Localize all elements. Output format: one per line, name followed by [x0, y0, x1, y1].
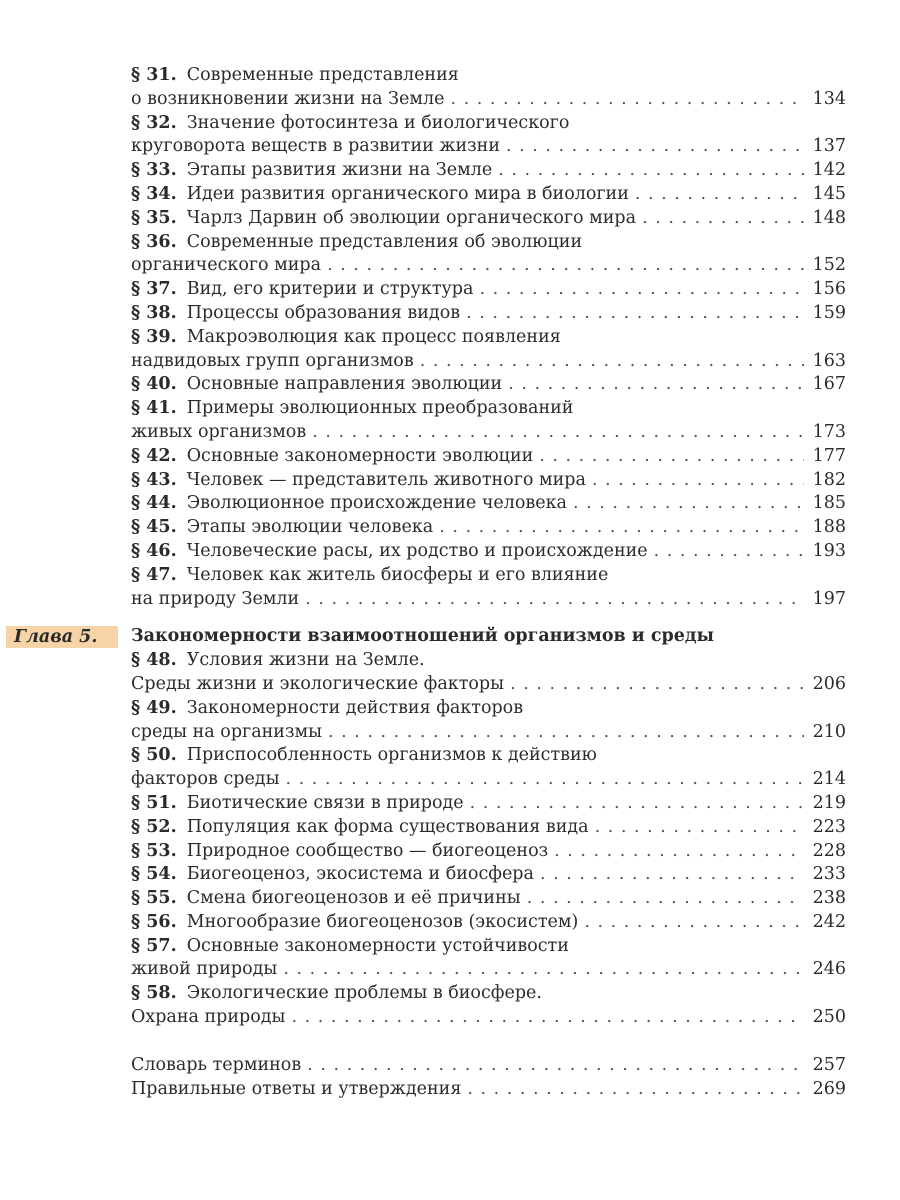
toc-line — [131, 721, 846, 745]
appendix-line — [131, 1054, 846, 1078]
section-number: § 52. — [131, 816, 177, 837]
page-number: 242 — [812, 911, 846, 932]
toc-line — [131, 958, 846, 982]
dot-leader — [466, 302, 804, 326]
section-title: на природу Земли — [131, 588, 300, 609]
page-number: 257 — [812, 1054, 846, 1075]
toc-line — [131, 135, 846, 159]
section-title: Условия жизни на Земле. — [186, 650, 425, 671]
toc-line — [131, 982, 846, 1006]
dot-leader — [508, 373, 804, 397]
page-number: 185 — [812, 493, 846, 514]
page-number: 159 — [812, 302, 846, 323]
dot-leader — [312, 421, 804, 445]
section-number: § 40. — [131, 374, 177, 395]
page-number: 173 — [812, 421, 846, 442]
section-title: Природное сообщество — биогеоценоз — [186, 840, 549, 861]
section-number: § 34. — [131, 183, 177, 204]
appendix-title: Словарь терминов — [131, 1054, 302, 1075]
toc-line — [131, 673, 846, 697]
toc-line — [131, 863, 846, 887]
dot-leader — [439, 516, 804, 540]
dot-leader — [584, 911, 804, 935]
page-number: 228 — [812, 840, 846, 861]
section-number: § 45. — [131, 517, 177, 538]
section-title: Современные представления — [186, 65, 459, 85]
section-title: живых организмов — [131, 421, 307, 442]
section-title: Многообразие биогеоценозов (экосистем) — [186, 911, 579, 932]
section-number: § 39. — [131, 326, 177, 347]
section-title: Этапы эволюции человека — [186, 517, 434, 538]
dot-leader — [510, 673, 804, 697]
toc-line — [131, 64, 846, 88]
dot-leader — [420, 350, 804, 374]
toc-line — [131, 697, 846, 721]
dot-leader — [283, 958, 804, 982]
page-number: 246 — [812, 959, 846, 980]
toc-line — [131, 840, 846, 864]
section-number: § 44. — [131, 493, 177, 514]
toc-line — [131, 588, 846, 612]
section-title: факторов среды — [131, 769, 280, 790]
toc-line — [131, 492, 846, 516]
toc-line — [131, 112, 846, 136]
section-number: § 54. — [131, 864, 177, 885]
table-of-contents — [14, 64, 846, 1101]
toc-line — [131, 816, 846, 840]
section-number: § 56. — [131, 911, 177, 932]
toc-line — [131, 911, 846, 935]
dot-leader — [479, 278, 804, 302]
toc-line — [131, 302, 846, 326]
dot-leader — [654, 540, 804, 564]
section-title: органического мира — [131, 255, 322, 276]
toc-line — [131, 445, 846, 469]
dot-leader — [291, 1006, 804, 1030]
section-number: § 33. — [131, 160, 177, 181]
section-number: § 47. — [131, 564, 177, 585]
section-number: § 53. — [131, 840, 177, 861]
section-title: Эволюционное происхождение человека — [186, 493, 567, 514]
section-title: Человек как житель биосферы и его влияние — [186, 564, 609, 585]
page-number: 269 — [812, 1078, 846, 1099]
section-title: Экологические проблемы в биосфере. — [186, 983, 542, 1004]
section-title: Биогеоценоз, экосистема и биосфера — [186, 864, 534, 885]
toc-line — [131, 792, 846, 816]
dot-leader — [642, 207, 804, 231]
section-number: § 41. — [131, 398, 177, 419]
dot-leader — [305, 588, 804, 612]
section-number: § 37. — [131, 279, 177, 300]
section-number: § 55. — [131, 888, 177, 909]
section-title: Смена биогеоценозов и её причины — [186, 888, 521, 909]
toc-line — [131, 397, 846, 421]
toc-line — [131, 540, 846, 564]
page-number: 197 — [812, 588, 846, 609]
section-title: Процессы образования видов — [186, 302, 461, 323]
page-number: 163 — [812, 350, 846, 371]
section-title: Закономерности действия факторов — [186, 697, 524, 718]
dot-leader — [592, 469, 804, 493]
page-number: 233 — [812, 864, 846, 885]
toc-line — [131, 326, 846, 350]
page-number: 214 — [812, 769, 846, 790]
section-number: § 49. — [131, 697, 177, 718]
page-number: 134 — [812, 88, 846, 109]
section-title: о возникновении жизни на Земле — [131, 88, 445, 109]
section-number: § 31. — [131, 65, 177, 85]
section-title: Популяция как форма существования вида — [186, 816, 589, 837]
page-number: 206 — [812, 673, 846, 694]
section-title: Вид, его критерии и структура — [186, 279, 474, 300]
section-number: § 36. — [131, 231, 177, 252]
dot-leader — [328, 721, 804, 745]
dot-leader — [450, 88, 804, 112]
page-number: 142 — [812, 160, 846, 181]
appendix-title: Правильные ответы и утверждения — [131, 1078, 462, 1099]
section-number: § 57. — [131, 935, 177, 956]
page-number: 182 — [812, 469, 846, 490]
section-number: § 32. — [131, 112, 177, 133]
section-number: § 38. — [131, 302, 177, 323]
toc-line — [131, 88, 846, 112]
section-title: Идеи развития органического мира в биологии — [186, 183, 629, 204]
page-number: 210 — [812, 721, 846, 742]
toc-line — [131, 373, 846, 397]
page-number: 238 — [812, 888, 846, 909]
section-title: Среды жизни и экологические факторы — [131, 673, 505, 694]
section-number: § 35. — [131, 207, 177, 228]
chapter-title: Закономерности взаимоотношений организмов и среды — [131, 626, 715, 647]
dot-leader — [327, 254, 804, 278]
section-title: Основные закономерности устойчивости — [186, 935, 569, 956]
page-number: 223 — [812, 816, 846, 837]
dot-leader — [506, 135, 804, 159]
dot-leader — [498, 159, 804, 183]
page-number: 193 — [812, 540, 846, 561]
section-title: Макроэволюция как процесс появления — [186, 326, 561, 347]
page-number: 145 — [812, 183, 846, 204]
toc-line — [131, 159, 846, 183]
page-number: 167 — [812, 374, 846, 395]
page-number: 250 — [812, 1007, 846, 1028]
page-number: 152 — [812, 255, 846, 276]
section-number: § 43. — [131, 469, 177, 490]
section-title: Охрана природы — [131, 1007, 286, 1028]
dot-leader — [467, 1078, 804, 1102]
dot-leader — [307, 1054, 804, 1078]
toc-line — [131, 183, 846, 207]
chapter-heading — [14, 625, 846, 649]
section-title: Значение фотосинтеза и биологического — [186, 112, 570, 133]
page-number: 148 — [812, 207, 846, 228]
toc-line — [131, 768, 846, 792]
toc-line — [131, 254, 846, 278]
dot-leader — [635, 183, 804, 207]
dot-leader — [540, 863, 804, 887]
section-title: Человеческие расы, их родство и происхождение — [186, 540, 648, 561]
page-number: 219 — [812, 792, 846, 813]
section-number: § 46. — [131, 540, 177, 561]
section-title: Основные направления эволюции — [186, 374, 503, 395]
toc-line — [131, 935, 846, 959]
toc-line — [131, 744, 846, 768]
section-number: § 58. — [131, 983, 177, 1004]
toc-line — [131, 564, 846, 588]
chapter-label: Глава 5. — [6, 626, 118, 648]
toc-line — [131, 516, 846, 540]
section-title: живой природы — [131, 959, 278, 980]
section-title: Чарлз Дарвин об эволюции органического мира — [186, 207, 637, 228]
toc-line — [131, 887, 846, 911]
dot-leader — [539, 445, 804, 469]
dot-leader — [554, 840, 804, 864]
toc-line — [131, 649, 846, 673]
section-number: § 42. — [131, 445, 177, 466]
section-title: надвидовых групп организмов — [131, 350, 414, 371]
page-number: 156 — [812, 279, 846, 300]
section-title: Биотические связи в природе — [186, 792, 464, 813]
dot-leader — [573, 492, 804, 516]
page-number: 137 — [812, 136, 846, 157]
toc-line — [131, 207, 846, 231]
section-title: Примеры эволюционных преобразований — [186, 398, 574, 419]
page-number: 177 — [812, 445, 846, 466]
section-title: среды на организмы — [131, 721, 323, 742]
section-title: Современные представления об эволюции — [186, 231, 583, 252]
dot-leader — [470, 792, 804, 816]
section-number: § 50. — [131, 745, 177, 766]
appendix-line — [131, 1078, 846, 1102]
toc-line — [131, 421, 846, 445]
section-title: Основные закономерности эволюции — [186, 445, 534, 466]
section-title: Приспособленность организмов к действию — [186, 745, 597, 766]
dot-leader — [595, 816, 804, 840]
section-title: круговорота веществ в развитии жизни — [131, 136, 500, 157]
toc-line — [131, 350, 846, 374]
spacer — [131, 1030, 846, 1054]
toc-line — [131, 278, 846, 302]
section-title: Этапы развития жизни на Земле — [186, 160, 493, 181]
toc-line — [131, 231, 846, 255]
page-number: 188 — [812, 517, 846, 538]
section-title: Человек — представитель животного мира — [186, 469, 586, 490]
dot-leader — [286, 768, 804, 792]
toc-line — [131, 469, 846, 493]
section-number: § 51. — [131, 792, 177, 813]
toc-line — [131, 1006, 846, 1030]
section-number: § 48. — [131, 650, 177, 671]
dot-leader — [527, 887, 804, 911]
